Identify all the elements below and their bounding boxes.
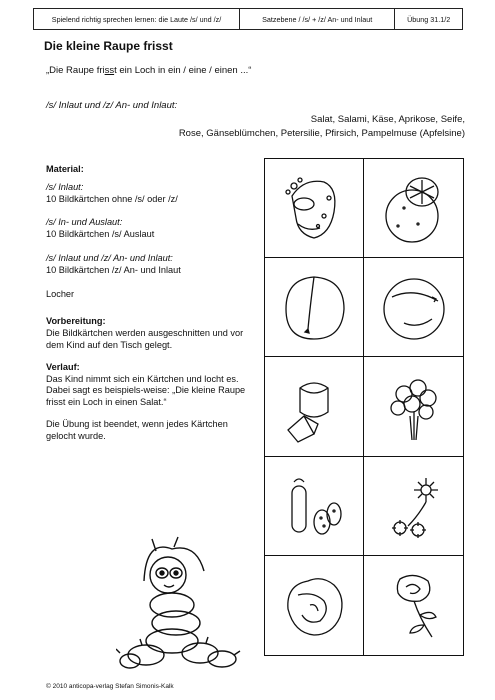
rose-icon bbox=[374, 565, 454, 645]
lettuce-icon bbox=[274, 565, 354, 645]
caterpillar-icon bbox=[116, 535, 246, 675]
vorbereitung-text: Die Bildkärtchen werden ausgeschnitten und vor dem Kind auf den Tisch gelegt. bbox=[46, 328, 244, 350]
card-grapefruit[interactable] bbox=[364, 159, 463, 258]
card-peach[interactable] bbox=[364, 258, 463, 357]
word-line: Rose, Gänseblümchen, Petersilie, Pfirsich, Pampelmuse (Apfelsine) bbox=[178, 128, 465, 139]
card-lettuce[interactable] bbox=[265, 556, 364, 655]
instructions bbox=[46, 164, 246, 443]
material-text: 10 Bildkärtchen ohne /s/ oder /z/ bbox=[46, 193, 178, 204]
apricot-icon bbox=[274, 267, 354, 347]
header-series: Spielend richtig sprechen lernen: die Laute /s/ und /z/ bbox=[34, 9, 240, 29]
card-soap[interactable] bbox=[265, 159, 364, 258]
material-text: 10 Bildkärtchen /z/ An- und Inlaut bbox=[46, 264, 181, 275]
example-sentence bbox=[46, 65, 251, 76]
material-heading: Material: bbox=[46, 164, 84, 174]
vorbereitung-heading: Vorbereitung: bbox=[46, 316, 106, 327]
parsley-icon bbox=[374, 366, 454, 446]
verlauf-text: Das Kind nimmt sich ein Kärtchen und locht es. Dabei sagt es beispiels-weise: „Die kleine Raupe frisst ein Loch in einen Salat.“ bbox=[46, 373, 246, 408]
picture-card-grid bbox=[264, 158, 464, 656]
card-cheese[interactable] bbox=[265, 357, 364, 456]
verlauf-heading: Verlauf: bbox=[46, 361, 80, 372]
material-label: /s/ Inlaut: bbox=[46, 181, 84, 192]
card-daisy[interactable] bbox=[364, 457, 463, 556]
material-text: 10 Bildkärtchen /s/ Auslaut bbox=[46, 229, 155, 240]
quote-underlined: ss bbox=[104, 65, 115, 76]
cheese-icon bbox=[274, 366, 354, 446]
page-title: Die kleine Raupe frisst bbox=[44, 39, 173, 53]
verlauf-text-end: Die Übung ist beendet, wenn jedes Kärtchen gelocht wurde. bbox=[46, 418, 228, 441]
header-level: Satzebene / /s/ + /z/ An- und Inlaut bbox=[240, 9, 395, 29]
grapefruit-icon bbox=[374, 168, 454, 248]
page-header bbox=[33, 8, 463, 30]
quote-part: t ein Loch in ein / eine / einen ...“ bbox=[114, 65, 252, 76]
card-rose[interactable] bbox=[364, 556, 463, 655]
word-list bbox=[179, 113, 465, 141]
soap-icon bbox=[274, 168, 354, 248]
section-heading: /s/ Inlaut und /z/ An- und Inlaut: bbox=[46, 100, 178, 111]
card-parsley[interactable] bbox=[364, 357, 463, 456]
material-label: /s/ In- und Auslaut: bbox=[46, 217, 123, 228]
daisy-icon bbox=[374, 466, 454, 546]
salami-icon bbox=[274, 466, 354, 546]
peach-icon bbox=[374, 267, 454, 347]
card-salami[interactable] bbox=[265, 457, 364, 556]
card-apricot[interactable] bbox=[265, 258, 364, 357]
quote-part: „Die Raupe fri bbox=[46, 65, 105, 76]
copyright-footer: © 2010 anticopa-verlag Stefan Simonis-Kalk bbox=[46, 683, 174, 690]
header-exercise-number: Übung 31.1/2 bbox=[407, 14, 451, 24]
material-label: /s/ Inlaut und /z/ An- und Inlaut: bbox=[46, 252, 173, 263]
word-line: Salat, Salami, Käse, Aprikose, Seife, bbox=[310, 114, 465, 125]
material-extra: Locher bbox=[46, 288, 75, 299]
